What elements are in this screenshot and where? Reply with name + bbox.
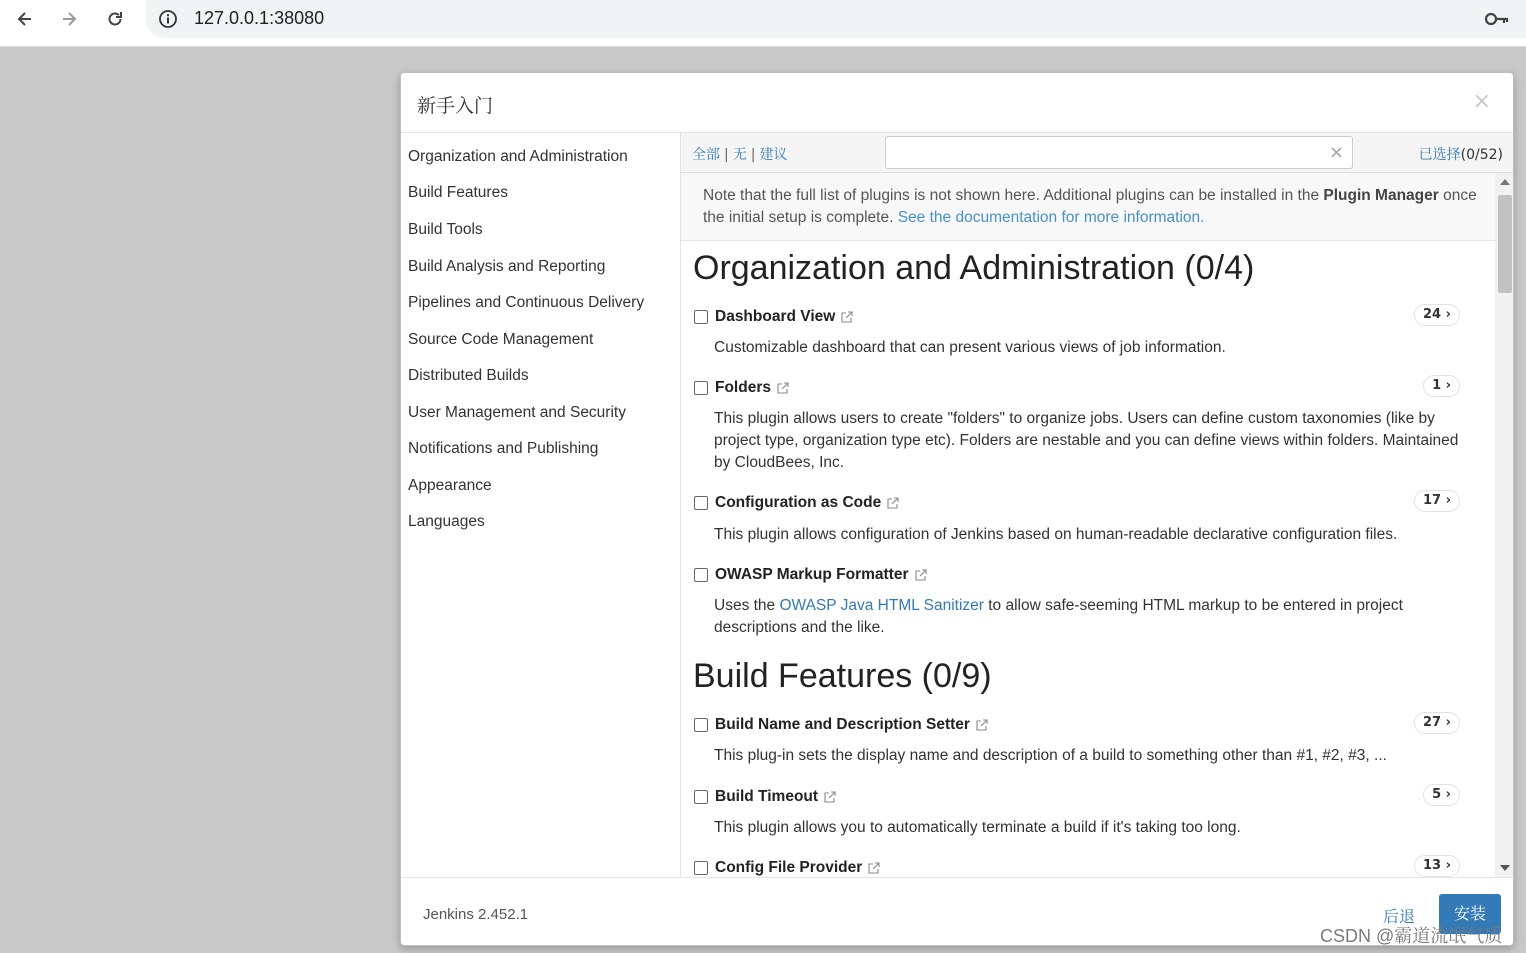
plugin-name: Configuration as Code [715,494,882,511]
select-suggested-link[interactable]: 建议 [759,147,788,163]
plugin-build-name-setter[interactable] [694,716,988,734]
category-title-organization: Organization and Administration (0/4) [693,249,1255,287]
address-bar[interactable] [146,0,1526,38]
watermark: CSDN @霸道流氓气质 [1320,926,1503,946]
dependency-badge[interactable]: 27 › [1414,712,1460,734]
selected-count: (0/52) [1460,147,1503,163]
plugin-checkbox[interactable] [694,718,708,732]
category-title-build-features: Build Features (0/9) [693,657,992,695]
site-info-icon[interactable] [158,9,178,29]
external-link-icon[interactable] [840,311,853,324]
plugin-checkbox[interactable] [694,861,708,875]
plugin-checkbox[interactable] [694,496,708,510]
sidebar-item-user-management[interactable]: User Management and Security [408,404,626,421]
browser-toolbar [0,0,1526,47]
forward-arrow-icon[interactable] [54,6,84,32]
plugin-owasp-markup-formatter[interactable] [694,566,927,584]
key-icon[interactable] [1484,9,1510,29]
sidebar-item-pipelines[interactable]: Pipelines and Continuous Delivery [408,294,645,311]
plugin-dashboard-view[interactable] [694,308,853,326]
owasp-sanitizer-link[interactable]: OWASP Java HTML Sanitizer [779,597,984,614]
plugin-description: This plug-in sets the display name and description of a build to something other than #1, #2, #3, ... [714,747,1387,764]
external-link-icon[interactable] [823,791,836,804]
sidebar-item-notifications[interactable]: Notifications and Publishing [408,440,599,457]
sidebar-item-organization[interactable]: Organization and Administration [408,148,628,165]
plugin-checkbox[interactable] [694,310,708,324]
jenkins-version: Jenkins 2.452.1 [423,906,529,923]
sidebar-item-languages[interactable]: Languages [408,513,485,530]
dialog-header [401,73,1513,133]
sidebar-item-distributed-builds[interactable]: Distributed Builds [408,367,529,384]
plugin-description: This plugin allows users to create "folders" to organize jobs. Users can define custom taxonomies (like by project type, organization type etc). Folders are nestable and you can define views within folders. Maintained by CloudBees, Inc. [714,410,1459,471]
plugin-config-file-provider[interactable] [694,859,880,877]
dialog-title: 新手入门 [417,95,494,117]
plugin-name: Dashboard View [715,308,836,325]
select-none-link[interactable]: 无 [732,147,747,163]
plugin-description: Uses the OWASP Java HTML Sanitizer to allow safe-seeming HTML markup to be entered in project descriptions and the like. [714,597,1403,636]
external-link-icon[interactable] [776,382,789,395]
clear-search-icon[interactable]: × [1328,142,1344,163]
plugin-toolbar [681,133,1514,173]
sidebar-item-scm[interactable]: Source Code Management [408,331,594,348]
external-link-icon[interactable] [975,719,988,732]
scroll-down-arrow-icon[interactable] [1500,865,1510,871]
plugin-name: Build Timeout [715,788,819,805]
dependency-badge[interactable]: 5 › [1423,784,1460,806]
plugin-checkbox[interactable] [694,568,708,582]
plugin-checkbox[interactable] [694,381,708,395]
reload-icon[interactable] [100,6,130,32]
url-text[interactable]: 127.0.0.1:38080 [194,8,325,28]
select-all-link[interactable]: 全部 [692,147,720,163]
sidebar-item-build-tools[interactable]: Build Tools [408,221,483,238]
separator: | [724,147,729,163]
selected-label[interactable]: 已选择 [1418,147,1461,163]
setup-wizard-dialog [400,72,1514,946]
note-text: Note that the full list of plugins is not shown here. Additional plugins can be installed in the Plugin Manager once the initial setup is complete. See the documentation for more information. [703,187,1477,226]
plugin-checkbox[interactable] [694,790,708,804]
external-link-icon[interactable] [867,862,880,875]
back-button[interactable]: 后退 [1383,907,1416,926]
selected-counter [1419,144,1503,164]
plugin-folders[interactable] [694,379,789,397]
documentation-link[interactable]: See the documentation for more information. [897,209,1205,226]
sidebar-item-build-features[interactable]: Build Features [408,184,508,201]
plugin-name: OWASP Markup Formatter [715,566,909,583]
dependency-badge[interactable]: 17 › [1414,490,1460,512]
sidebar-item-appearance[interactable]: Appearance [408,477,492,494]
dependency-badge[interactable]: 1 › [1423,375,1460,397]
dependency-badge[interactable]: 24 › [1414,304,1460,326]
category-sidebar [401,133,681,877]
back-arrow-icon[interactable] [10,6,40,32]
selection-links [692,144,787,164]
close-icon[interactable]: × [1472,89,1491,114]
scroll-thumb[interactable] [1498,195,1512,293]
install-button[interactable]: 安装 [1439,894,1501,934]
plugin-list [681,173,1514,877]
external-link-icon[interactable] [914,569,927,582]
external-link-icon[interactable] [886,497,899,510]
dependency-badge[interactable]: 13 › [1414,855,1460,877]
plugin-description: Customizable dashboard that can present various views of job information. [714,339,1226,356]
plugin-configuration-as-code[interactable] [694,494,899,512]
plugin-description: This plugin allows you to automatically terminate a build if it's taking too long. [714,819,1241,836]
scrollbar[interactable] [1495,173,1514,877]
plugin-name: Folders [715,379,771,396]
plugin-manager-label: Plugin Manager [1323,187,1439,204]
plugin-name: Build Name and Description Setter [715,716,970,733]
plugin-name: Config File Provider [715,859,863,876]
plugin-build-timeout[interactable] [694,788,836,806]
plugin-description: This plugin allows configuration of Jenkins based on human-readable declarative configuration files. [714,526,1398,543]
scroll-up-arrow-icon[interactable] [1500,179,1510,185]
plugin-note [681,173,1495,241]
sidebar-item-build-analysis[interactable]: Build Analysis and Reporting [408,258,606,275]
plugin-search-input[interactable] [885,136,1353,169]
separator: | [750,147,756,163]
